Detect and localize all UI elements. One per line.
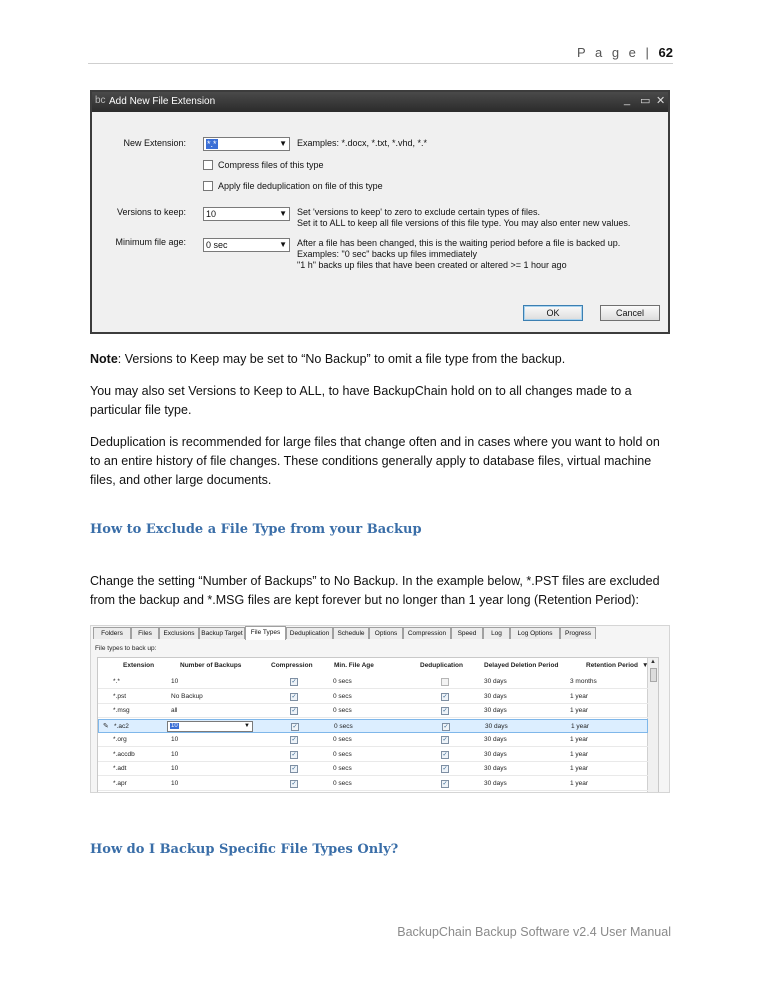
retention-period-cell: 1 year xyxy=(570,765,589,772)
edit-pencil-icon: ✎ xyxy=(103,722,109,730)
compress-label: Compress files of this type xyxy=(218,160,324,170)
text-line: Change the setting “Number of Backups” to No Backup. In the example below, *.PST files are excluded xyxy=(90,574,660,588)
compression-checkbox[interactable]: ✓ xyxy=(291,780,297,787)
min-age-hint-line: Examples: "0 sec" backs up files immediately xyxy=(297,249,477,259)
new-extension-combo[interactable] xyxy=(203,137,290,151)
cancel-button[interactable]: Cancel xyxy=(600,305,660,321)
tab-file-types[interactable]: File Types xyxy=(245,626,286,640)
compression-checkbox[interactable]: ✓ xyxy=(291,737,297,743)
table-row[interactable] xyxy=(98,704,648,718)
minimize-icon[interactable]: _ xyxy=(624,94,631,106)
close-icon[interactable]: ✕ xyxy=(656,95,666,107)
footer-text: BackupChain Backup Software v2.4 User Manual xyxy=(397,925,671,939)
tab-exclusions[interactable]: Exclusions xyxy=(159,627,199,639)
table-row[interactable] xyxy=(98,719,648,733)
new-extension-value: *.* xyxy=(207,139,217,149)
maximize-icon[interactable]: ▭ xyxy=(640,95,651,107)
delayed-deletion-cell: 30 days xyxy=(484,750,507,758)
extension-cell: *.apr xyxy=(113,779,127,787)
retention-period-cell: 1 year xyxy=(570,750,589,758)
tab-speed[interactable]: Speed xyxy=(451,627,483,639)
delayed-deletion-cell: 30 days xyxy=(485,722,508,730)
extension-cell: *.* xyxy=(113,678,120,685)
number-of-backups-cell: No Backup xyxy=(171,692,203,700)
deduplication-checkbox[interactable]: ✓ xyxy=(443,723,449,730)
tab-folders[interactable]: Folders xyxy=(93,627,131,639)
delayed-deletion-cell: 30 days xyxy=(484,765,507,772)
extension-cell: *.adt xyxy=(113,765,127,772)
min-age-label: Minimum file age: xyxy=(115,237,186,247)
paragraph-versions-all xyxy=(90,382,670,420)
column-header[interactable]: Retention Period xyxy=(586,662,639,669)
paragraph-exclude-example xyxy=(90,572,670,610)
page-label: P a g e | xyxy=(576,45,652,60)
ok-button[interactable]: OK xyxy=(523,305,583,321)
number-of-backups-value: 10 xyxy=(171,722,178,729)
min-file-age-cell: 0 secs xyxy=(334,722,353,730)
retention-period-cell: 1 year xyxy=(570,736,589,743)
min-file-age-cell: 0 secs xyxy=(333,765,352,772)
tab-files[interactable]: Files xyxy=(131,627,159,639)
compression-checkbox[interactable]: ✓ xyxy=(291,708,297,714)
retention-period-cell: 3 months xyxy=(570,678,597,685)
table-row[interactable] xyxy=(98,777,648,791)
number-of-backups-cell: 10 xyxy=(171,736,179,743)
dialog-titlebar xyxy=(92,92,668,112)
grid-scrollbar[interactable] xyxy=(647,658,658,793)
deduplication-checkbox[interactable]: ✓ xyxy=(442,751,448,758)
tab-schedule[interactable]: Schedule xyxy=(333,627,369,639)
text-line: files, and other large documents. xyxy=(90,473,272,487)
table-row[interactable] xyxy=(98,675,648,689)
sort-arrow-icon[interactable]: ▼ xyxy=(642,662,649,669)
number-of-backups-cell: 10 xyxy=(171,678,179,685)
delayed-deletion-cell: 30 days xyxy=(484,736,507,743)
section-heading-exclude: How to Exclude a File Type from your Backup xyxy=(90,522,422,537)
text-line: particular file type. xyxy=(90,403,192,417)
page-number xyxy=(577,45,673,60)
settings-tabbar xyxy=(91,626,669,640)
number-of-backups-cell: 10 xyxy=(171,750,179,758)
number-of-backups-combo[interactable] xyxy=(167,721,253,732)
tab-log[interactable]: Log xyxy=(483,627,510,639)
tab-options[interactable]: Options xyxy=(369,627,403,639)
versions-label: Versions to keep: xyxy=(116,207,186,217)
paragraph-deduplication xyxy=(90,433,670,490)
chevron-down-icon: ▼ xyxy=(279,139,287,148)
compression-checkbox[interactable]: ✓ xyxy=(291,693,297,700)
dedup-checkbox[interactable] xyxy=(203,181,213,191)
chevron-down-icon: ▼ xyxy=(279,240,287,249)
column-header[interactable]: Extension xyxy=(123,662,155,669)
table-row[interactable] xyxy=(98,762,648,776)
compress-checkbox[interactable] xyxy=(203,160,213,170)
versions-hint xyxy=(297,207,630,229)
column-header[interactable]: Number of Backups xyxy=(180,662,242,669)
deduplication-checkbox[interactable]: ✓ xyxy=(442,737,448,743)
scroll-thumb[interactable] xyxy=(650,668,657,682)
note-text: : Versions to Keep may be set to “No Backup” to omit a file type from the backup. xyxy=(117,352,566,366)
extension-cell: *.pst xyxy=(113,692,127,700)
grid-caption: File types to back up: xyxy=(95,645,157,652)
table-row[interactable] xyxy=(98,748,648,762)
delayed-deletion-cell: 30 days xyxy=(484,707,507,714)
number-of-backups-cell: 10 xyxy=(171,765,179,772)
delayed-deletion-cell: 30 days xyxy=(484,692,507,700)
number-of-backups-cell: 10 xyxy=(171,779,179,787)
section-heading-specific-types: How do I Backup Specific File Types Only? xyxy=(90,842,399,857)
tab-log-options[interactable]: Log Options xyxy=(510,627,560,639)
column-header[interactable]: Min. File Age xyxy=(334,662,374,669)
compression-checkbox[interactable]: ✓ xyxy=(292,723,298,730)
extension-cell: *.org xyxy=(113,736,127,743)
page-number-value: 62 xyxy=(658,45,673,60)
min-age-combo[interactable] xyxy=(203,238,290,252)
file-types-grid xyxy=(97,657,659,793)
min-age-hint xyxy=(297,238,620,271)
dedup-label: Apply file deduplication on file of this type xyxy=(218,181,383,191)
table-row[interactable] xyxy=(98,690,648,704)
text-line: Deduplication is recommended for large files that change often and in cases where you want to hold on xyxy=(90,435,660,449)
delayed-deletion-cell: 30 days xyxy=(484,678,507,685)
chevron-down-icon: ▼ xyxy=(279,209,287,218)
extension-cell: *.ac2 xyxy=(114,722,129,730)
column-header[interactable]: Compression xyxy=(271,662,313,669)
tab-progress[interactable]: Progress xyxy=(560,627,596,639)
retention-period-cell: 1 year xyxy=(570,707,589,714)
chevron-down-icon: ▼ xyxy=(244,722,250,729)
number-of-backups-cell: all xyxy=(171,707,178,714)
new-extension-hint: Examples: *.docx, *.txt, *.vhd, *.* xyxy=(297,138,428,148)
versions-value: 10 xyxy=(206,209,217,219)
min-file-age-cell: 0 secs xyxy=(333,736,352,743)
text-line: from the backup and *.MSG files are kept forever but no longer than 1 year long (Retention Period): xyxy=(90,593,639,607)
deduplication-checkbox[interactable]: ✓ xyxy=(442,766,448,772)
compression-checkbox[interactable]: ✓ xyxy=(291,679,297,685)
min-file-age-cell: 0 secs xyxy=(333,707,352,714)
file-types-screenshot xyxy=(90,625,670,793)
min-age-hint-line: "1 h" backs up files that have been created or altered >= 1 hour ago xyxy=(297,260,567,270)
scroll-up-icon[interactable]: ▲ xyxy=(650,659,656,665)
extension-cell: *.accdb xyxy=(113,750,135,758)
min-age-value: 0 sec xyxy=(206,240,228,250)
tab-compression[interactable]: Compression xyxy=(403,627,451,639)
deduplication-checkbox[interactable]: ✓ xyxy=(442,708,448,714)
note-bold: Note xyxy=(90,352,118,366)
compression-checkbox[interactable]: ✓ xyxy=(291,766,297,772)
retention-period-cell: 1 year xyxy=(570,692,589,700)
deduplication-checkbox[interactable]: ✓ xyxy=(442,693,448,700)
text-line: You may also set Versions to Keep to ALL, to have BackupChain hold on to all changes made to a xyxy=(90,384,632,398)
min-file-age-cell: 0 secs xyxy=(333,678,352,685)
deduplication-checkbox[interactable] xyxy=(441,678,449,686)
versions-hint-line: Set it to ALL to keep all file versions of this file type. You may also enter new values. xyxy=(297,218,631,228)
compression-checkbox[interactable]: ✓ xyxy=(291,751,297,758)
extension-cell: *.msg xyxy=(113,707,130,714)
add-extension-dialog xyxy=(90,90,670,334)
column-header[interactable]: Delayed Deletion Period xyxy=(484,662,559,669)
column-header[interactable]: Deduplication xyxy=(420,662,463,669)
min-file-age-cell: 0 secs xyxy=(333,692,352,700)
min-file-age-cell: 0 secs xyxy=(333,750,352,758)
tab-deduplication[interactable]: Deduplication xyxy=(286,627,333,639)
retention-period-cell: 1 year xyxy=(571,722,590,730)
delayed-deletion-cell: 30 days xyxy=(484,779,507,787)
new-extension-label: New Extension: xyxy=(123,138,186,148)
versions-combo[interactable] xyxy=(203,207,290,221)
dialog-title: Add New File Extension xyxy=(109,96,216,107)
app-logo-icon: bc xyxy=(95,95,106,106)
text-line: to an entire history of file changes. These conditions generally apply to database files, virtual machine xyxy=(90,454,652,468)
note-paragraph xyxy=(90,350,670,369)
header-rule xyxy=(88,63,673,64)
retention-period-cell: 1 year xyxy=(570,779,589,787)
tab-backup-target[interactable]: Backup Target xyxy=(199,627,245,639)
min-age-hint-line: After a file has been changed, this is the waiting period before a file is backed up. xyxy=(297,238,621,248)
table-row[interactable] xyxy=(98,733,648,747)
deduplication-checkbox[interactable]: ✓ xyxy=(442,780,448,787)
versions-hint-line: Set 'versions to keep' to zero to exclude certain types of files. xyxy=(297,207,541,217)
min-file-age-cell: 0 secs xyxy=(333,779,352,787)
